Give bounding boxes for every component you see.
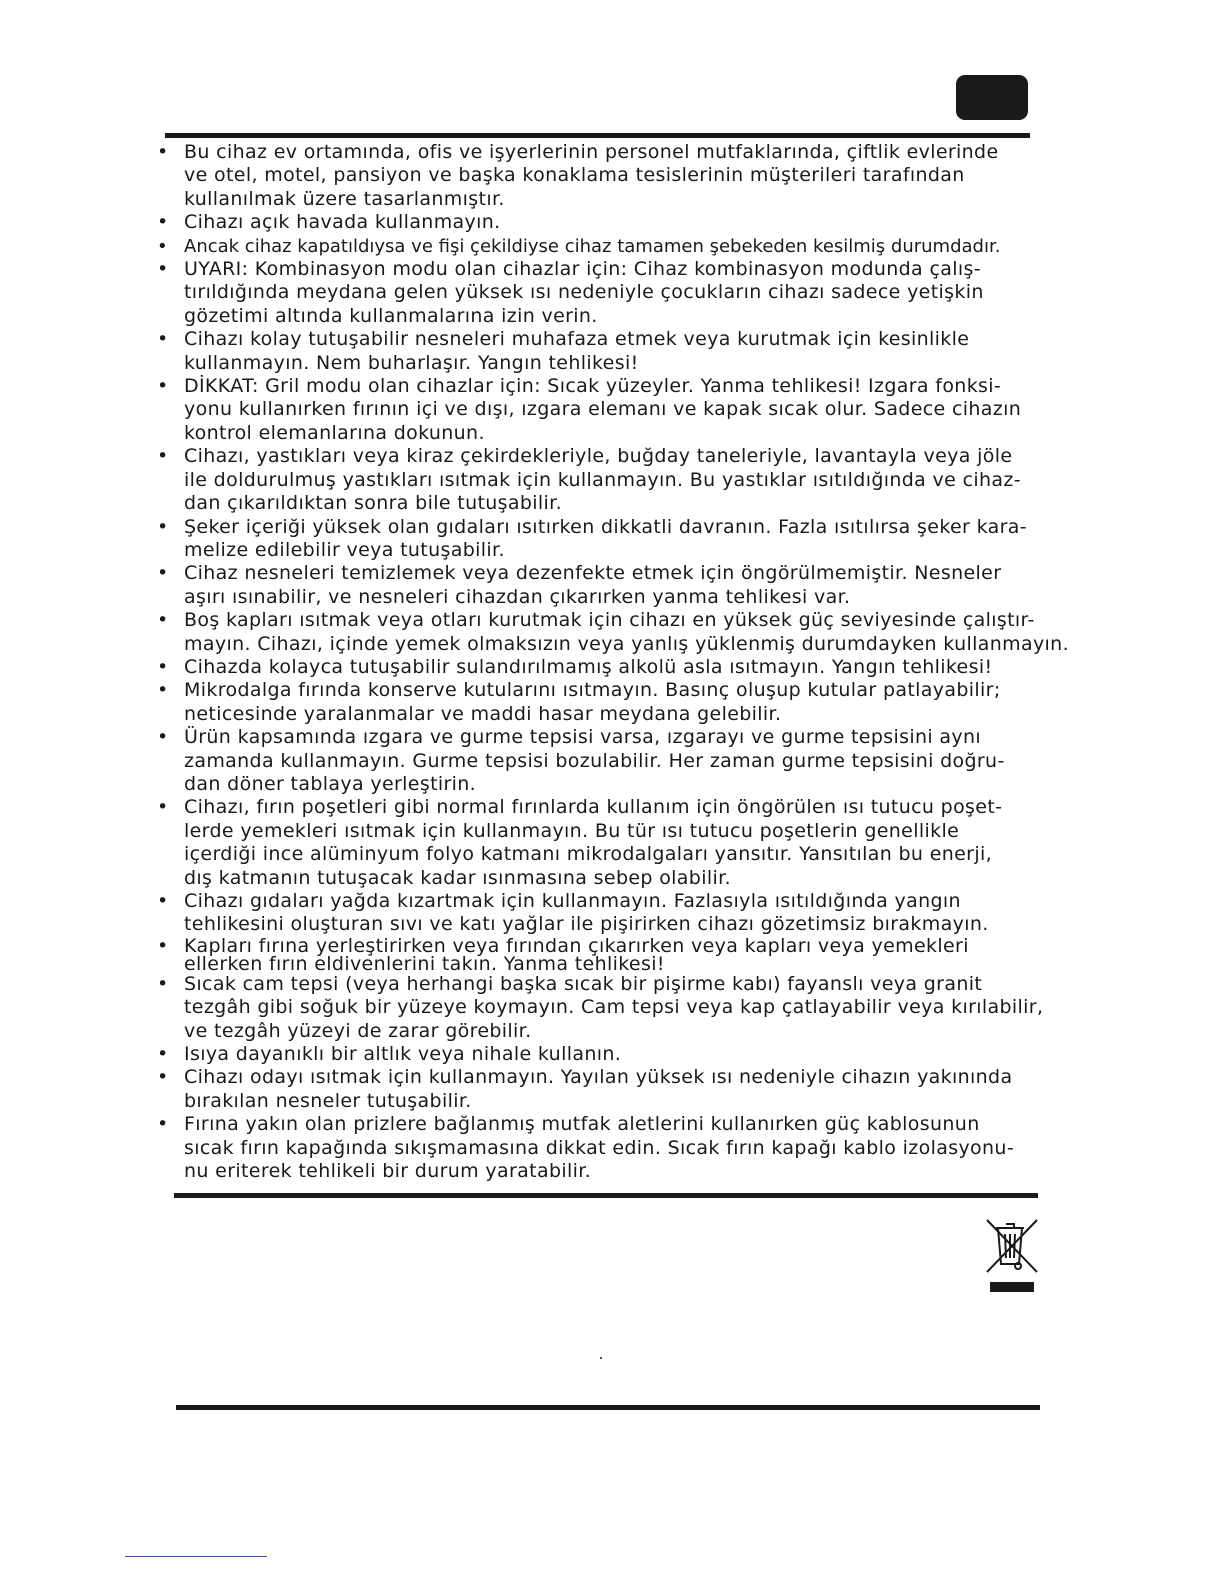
safety-bullet: • Ürün kapsamında ızgara ve gurme tepsisi varsa, ızgarayı ve gurme tepsisini aynı zamanda kullanmayın. Gurme tepsisi bozulabilir. Her zaman gurme tepsisini doğru- dan döner tablaya yerleştirin. [150,726,1080,796]
safety-instructions-list [150,141,1080,1183]
safety-bullet: • Kapları fırına yerleştirirken veya fırından çıkarırken veya kapları veya yemekleri ellerken fırın eldivenlerini takın. Yanma tehlikesi! [150,937,1080,973]
safety-bullet: • UYARI: Kombinasyon modu olan cihazlar için: Cihaz kombinasyon modunda çalış- tırıldığında meydana gelen yüksek ısı nedeniyle çocukların cihazı sadece yetişkin gözetimi altında kullanmalarına izin verin. [150,258,1080,328]
safety-bullet: • Sıcak cam tepsi (veya herhangi başka sıcak bir pişirme kabı) fayanslı veya granit tezgâh gibi soğuk bir yüzeye koymayın. Cam tepsi veya kap çatlayabilir veya kırılabilir, ve tezgâh yüzeyi de zarar görebilir. [150,973,1080,1043]
safety-bullet: • Bu cihaz ev ortamında, ofis ve işyerlerinin personel mutfaklarında, çiftlik evlerinde ve otel, motel, pansiyon ve başka konaklama tesislerinin müşterileri tarafından kullanılmak üzere tasarlanmıştır. [150,141,1080,211]
safety-bullet: • Cihazda kolayca tutuşabilir sulandırılmamış alkolü asla ısıtmayın. Yangın tehlikesi! [150,656,1080,679]
safety-bullet: • Cihazı odayı ısıtmak için kullanmayın. Yayılan yüksek ısı nedeniyle cihazın yakınında bırakılan nesneler tutuşabilir. [150,1066,1080,1113]
footer-underline [125,1556,267,1557]
safety-bullet: • Cihazı kolay tutuşabilir nesneleri muhafaza etmek veya kurutmak için kesinlikle kullanmayın. Nem buharlaşır. Yangın tehlikesi! [150,328,1080,375]
safety-bullet: • Cihazı açık havada kullanmayın. [150,211,1080,234]
safety-bullet: • Fırına yakın olan prizlere bağlanmış mutfak aletlerini kullanırken güç kablosunun sıcak fırın kapağında sıkışmamasına dikkat edin. Sıcak fırın kapağı kablo izolasyonu- nu eriterek tehlikeli bir durum yaratabilir. [150,1113,1080,1183]
section-divider [174,1193,1038,1198]
safety-bullet: • Cihazı, fırın poşetleri gibi normal fırınlarda kullanım için öngörülen ısı tutucu poşet- lerde yemekleri ısıtmak için kullanmayın. Bu tür ısı tutucu poşetlerin genellikle içerdiği ince alüminyum folyo katmanı mikrodalgaları yansıtır. Yansıtılan bu enerji, dış katmanın tutuşacak kadar ısınmasına sebep olabilir. [150,796,1080,890]
safety-bullet: • Isıya dayanıklı bir altlık veya nihale kullanın. [150,1043,1080,1066]
safety-bullet: • Mikrodalga fırında konserve kutularını ısıtmayın. Basınç oluşup kutular patlayabilir; neticesinde yaralanmalar ve maddi hasar meydana gelebilir. [150,679,1080,726]
top-divider [165,133,1030,138]
safety-bullet: • Boş kapları ısıtmak veya otları kurutmak için cihazı en yüksek güç seviyesinde çalıştır- mayın. Cihazı, içinde yemek olmaksızın veya yanlış yüklenmiş durumdayken kullanmayın. [150,609,1080,656]
safety-bullet: • Şeker içeriği yüksek olan gıdaları ısıtırken dikkatli davranın. Fazla ısıtılırsa şeker kara- melize edilebilir veya tutuşabilir. [150,516,1080,563]
safety-bullet: • Cihazı, yastıkları veya kiraz çekirdekleriyle, buğday taneleriyle, lavantayla veya jöle ile doldurulmuş yastıkları ısıtmak için kullanmayın. Bu yastıklar ısıtıldığında ve cihaz- dan çıkarıldıktan sonra bile tutuşabilir. [150,445,1080,515]
language-badge [956,75,1028,120]
safety-bullet: • Cihaz nesneleri temizlemek veya dezenfekte etmek için öngörülmemiştir. Nesneler aşırı ısınabilir, ve nesneleri cihazdan çıkarırken yanma tehlikesi var. [150,562,1080,609]
crossed-out-wheelie-bin-icon [984,1216,1040,1296]
safety-bullet: • Cihazı gıdaları yağda kızartmak için kullanmayın. Fazlasıyla ısıtıldığında yangın tehlikesini oluşturan sıvı ve katı yağlar ile pişirirken cihazı gözetimsiz bırakmayın. [150,890,1080,937]
safety-bullet: • Ancak cihaz kapatıldıysa ve fişi çekildiyse cihaz tamamen şebekeden kesilmiş durumdadır. [150,235,1080,258]
bottom-divider [176,1405,1040,1410]
speck [600,1357,602,1359]
safety-bullet: • DİKKAT: Gril modu olan cihazlar için: Sıcak yüzeyler. Yanma tehlikesi! Izgara fonksi- yonu kullanırken fırının içi ve dışı, ızgara elemanı ve kapak sıcak olur. Sadece cihazın kontrol elemanlarına dokunun. [150,375,1080,445]
